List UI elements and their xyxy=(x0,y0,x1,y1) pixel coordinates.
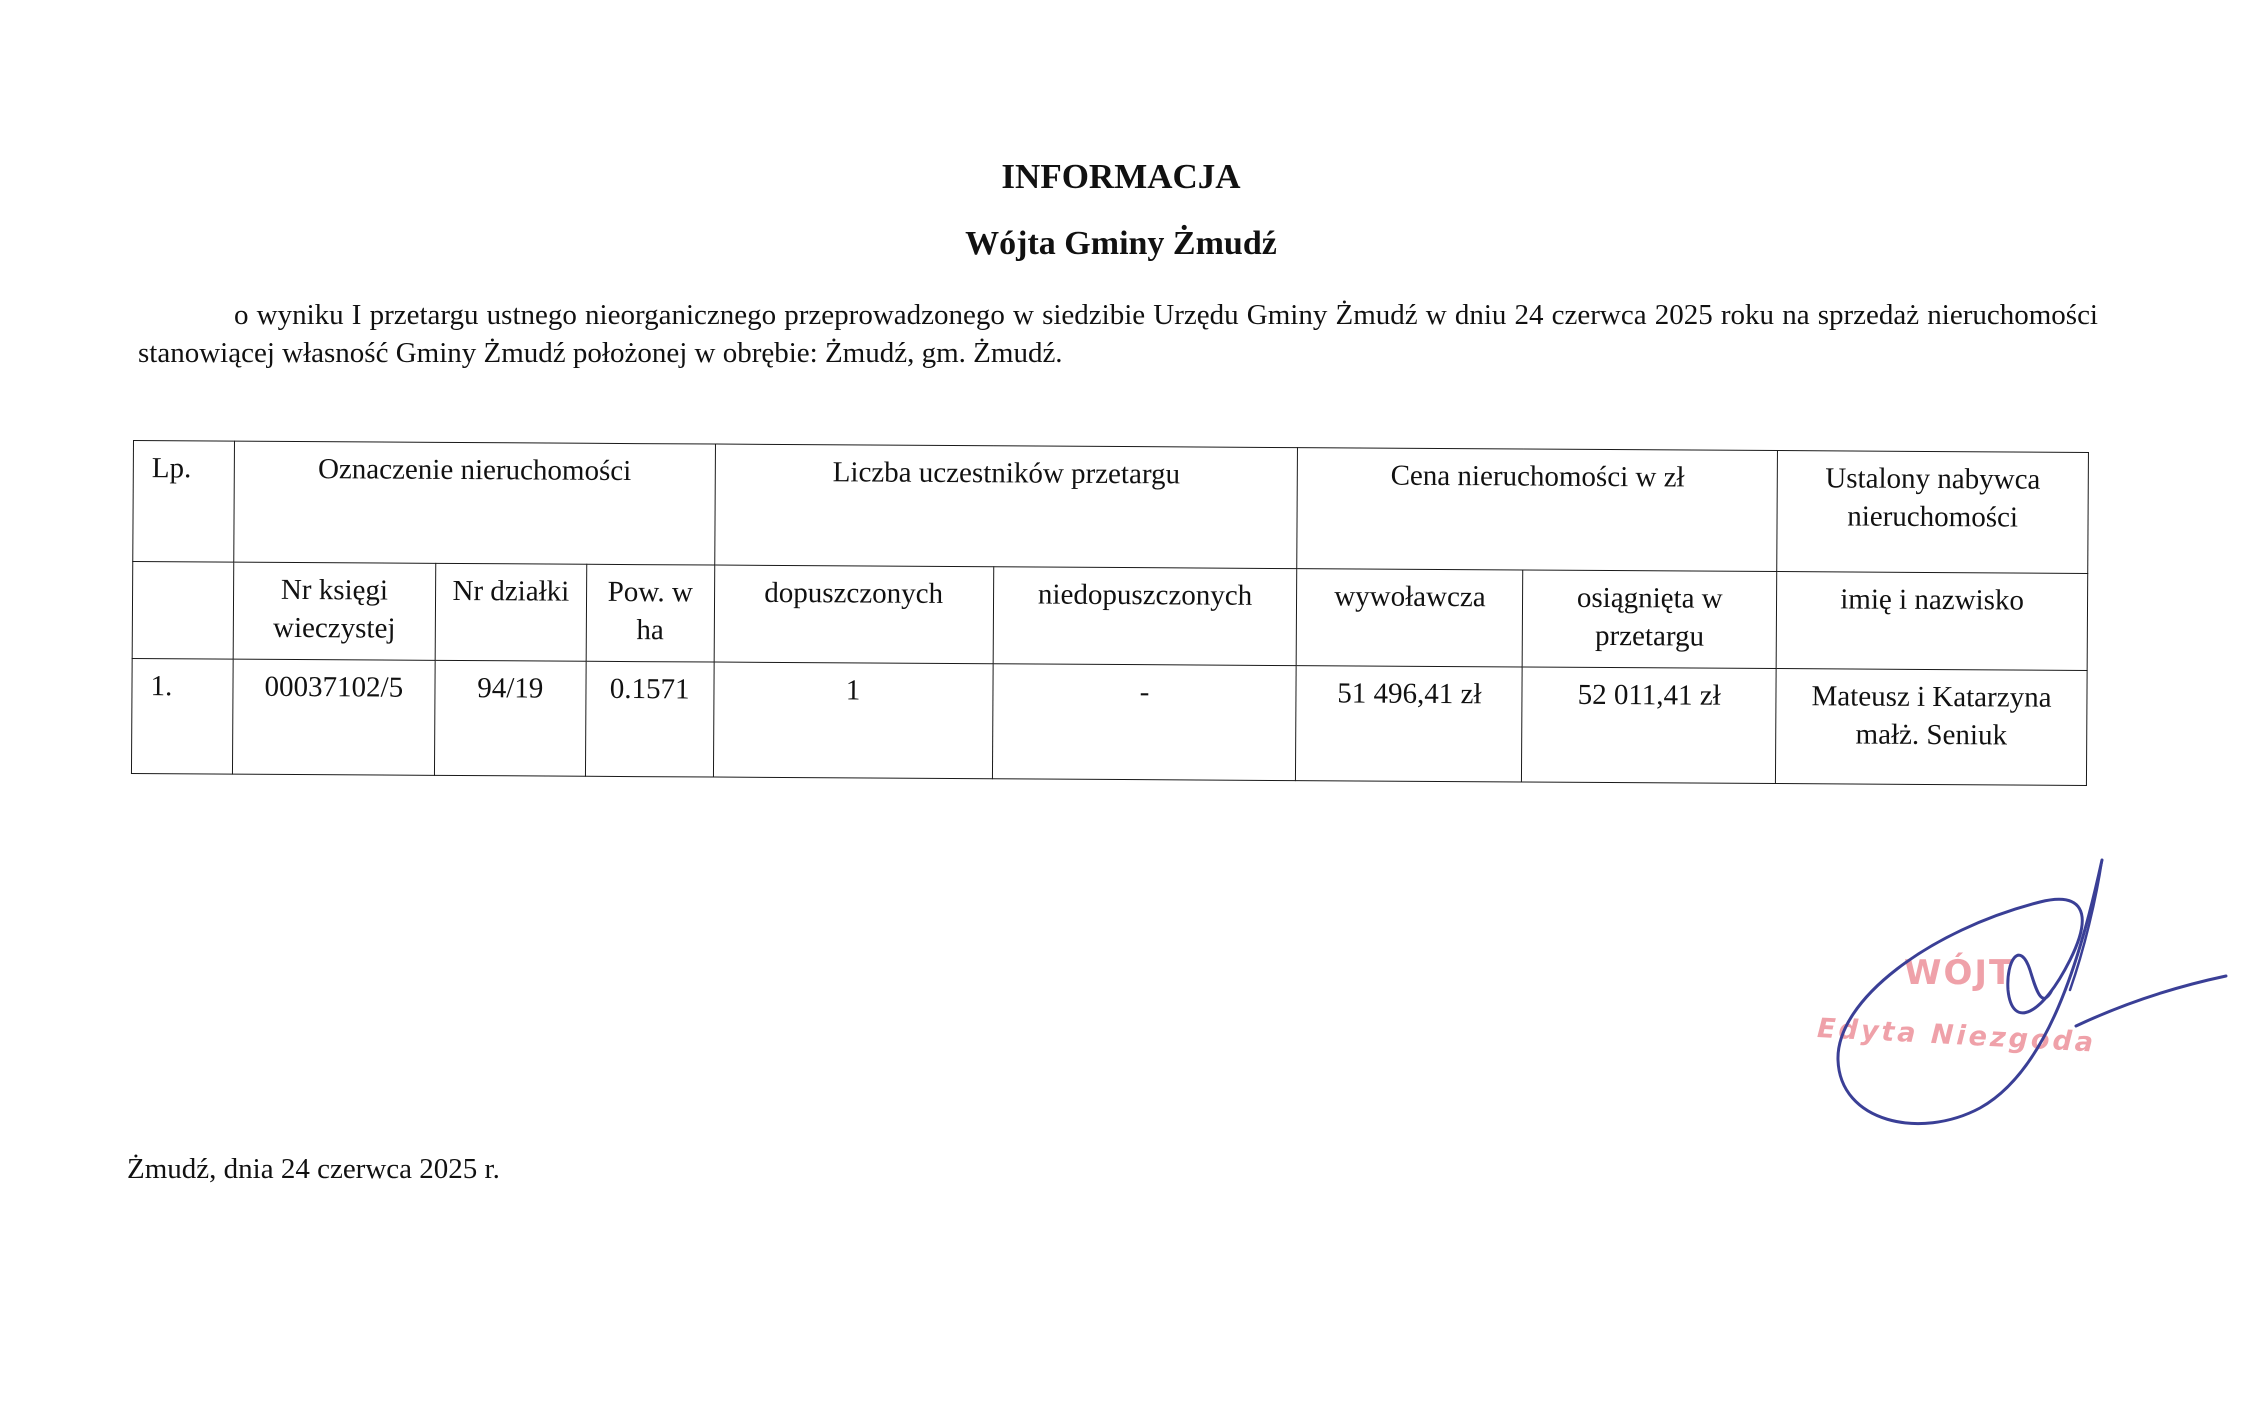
subheader-empty xyxy=(132,562,234,660)
stamp-name: Edyta Niezgoda xyxy=(1816,1013,2097,1059)
cell-not-admitted: - xyxy=(992,664,1297,781)
cell-lp: 1. xyxy=(131,658,233,774)
cell-achieved-price: 52 011,41 zł xyxy=(1522,667,1776,784)
cell-buyer-name: Mateusz i Katarzyna małż. Seniuk xyxy=(1776,669,2088,786)
cell-area: 0.1571 xyxy=(585,661,714,777)
document-title: INFORMACJA xyxy=(1001,157,1241,196)
subheader-buyer-name: imię i nazwisko xyxy=(1776,572,2087,671)
table-group-header-row xyxy=(133,441,2089,574)
subheader-achieved-price: osiągnięta w przetargu xyxy=(1522,570,1776,669)
header-property: Oznaczenie nieruchomości xyxy=(234,441,715,565)
subheader-area: Pow. w ha xyxy=(586,564,715,662)
subheader-land-register: Nr księgi wieczystej xyxy=(233,562,436,660)
cell-plot-number: 94/19 xyxy=(434,660,586,776)
cell-admitted: 1 xyxy=(713,662,993,779)
stamp-title: WÓJT xyxy=(1904,953,2015,993)
document-subtitle: Wójta Gminy Żmudź xyxy=(965,225,1277,262)
subheader-admitted: dopuszczonych xyxy=(714,565,993,664)
header-participants: Liczba uczestników przetargu xyxy=(714,444,1297,569)
table-row xyxy=(131,658,2087,785)
signature-icon xyxy=(1780,840,2242,1180)
cell-land-register: 00037102/5 xyxy=(232,659,435,775)
auction-result-table xyxy=(131,440,2089,786)
cell-starting-price: 51 496,41 zł xyxy=(1296,666,1523,782)
header-price: Cena nieruchomości w zł xyxy=(1297,448,1777,572)
subheader-plot-number: Nr działki xyxy=(435,563,586,661)
intro-paragraph: o wyniku I przetargu ustnego nieorganicznego przeprowadzonego w siedzibie Urzędu Gminy Żmudź w dniu 24 czerwca 2025 roku na sprzedaż nieruchomości stanowiącej własność Gminy Żmudź położonej w obrębie: Żmudź, gm. Żmudź. xyxy=(138,299,2098,369)
header-buyer: Ustalony nabywca nieruchomości xyxy=(1777,451,2089,574)
subheader-starting-price: wywoławcza xyxy=(1297,569,1523,667)
place-and-date: Żmudź, dnia 24 czerwca 2025 r. xyxy=(127,1153,500,1185)
table-sub-header-row xyxy=(132,562,2088,671)
subheader-not-admitted: niedopuszczonych xyxy=(993,567,1297,666)
header-lp: Lp. xyxy=(133,441,235,563)
